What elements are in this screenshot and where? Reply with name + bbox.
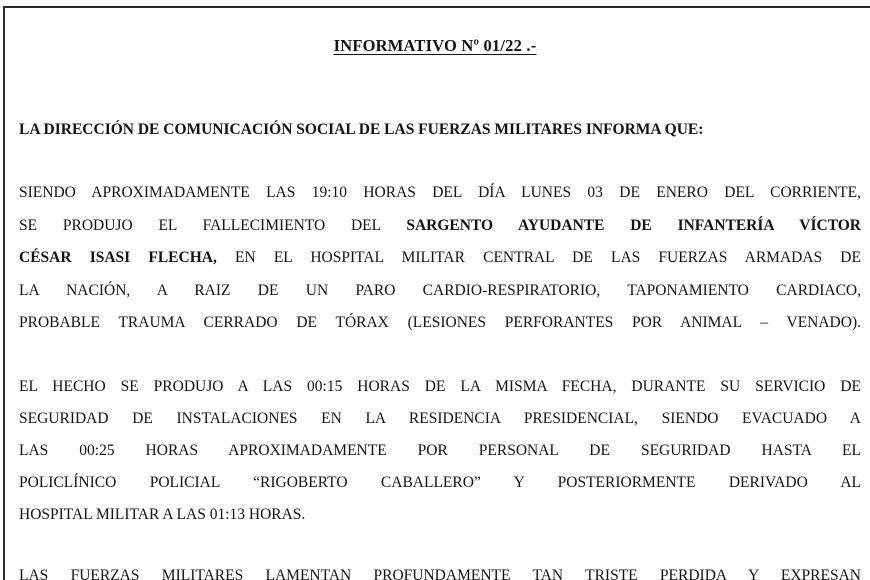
paragraph-1-line-3 xyxy=(19,249,861,267)
document-title-text: INFORMATIVO Nº 01/22 .- xyxy=(333,36,537,55)
document-heading xyxy=(19,121,703,139)
paragraph-1-line-3-text: EN EL HOSPITAL MILITAR CENTRAL DE LAS FUERZAS ARMADAS DE xyxy=(216,249,861,266)
soldier-name-cont: CÉSAR ISASI FLECHA, xyxy=(19,249,217,266)
paragraph-1-line-4: LA NACIÓN, A RAIZ DE UN PARO CARDIO-RESPIRATORIO, TAPONAMIENTO CARDIACO, xyxy=(19,282,861,299)
paragraph-1-line-2-text: SE PRODUJO EL FALLECIMIENTO DEL xyxy=(19,217,407,234)
paragraph-1-line-1: SIENDO APROXIMADAMENTE LAS 19:10 HORAS DEL DÍA LUNES 03 DE ENERO DEL CORRIENTE, xyxy=(19,184,861,201)
paragraph-2-line-5: HOSPITAL MILITAR A LAS 01:13 HORAS. xyxy=(19,506,306,523)
page-border-top xyxy=(3,6,870,8)
paragraph-2-line-3: LAS 00:25 HORAS APROXIMADAMENTE POR PERSONAL DE SEGURIDAD HASTA EL xyxy=(19,442,861,459)
paragraph-3-line-1: LAS FUERZAS MILITARES LAMENTAN PROFUNDAMENTE TAN TRISTE PERDIDA Y EXPRESAN xyxy=(19,567,861,580)
paragraph-2-line-4: POLICLÍNICO POLICIAL “RIGOBERTO CABALLERO” Y POSTERIORMENTE DERIVADO AL xyxy=(19,474,861,491)
soldier-rank-name: SARGENTO AYUDANTE DE INFANTERÍA VÍCTOR xyxy=(406,217,862,234)
page-border-left xyxy=(3,6,5,580)
paragraph-1-line-2 xyxy=(19,217,861,235)
document-title xyxy=(0,36,870,56)
document-heading-text: LA DIRECCIÓN DE COMUNICACIÓN SOCIAL DE LAS FUERZAS MILITARES INFORMA QUE: xyxy=(19,121,704,138)
paragraph-2-line-2: SEGURIDAD DE INSTALACIONES EN LA RESIDENCIA PRESIDENCIAL, SIENDO EVACUADO A xyxy=(19,410,861,427)
paragraph-1-line-5: PROBABLE TRAUMA CERRADO DE TÓRAX (LESIONES PERFORANTES POR ANIMAL – VENADO). xyxy=(19,314,861,331)
paragraph-2-line-1: EL HECHO SE PRODUJO A LAS 00:15 HORAS DE LA MISMA FECHA, DURANTE SU SERVICIO DE xyxy=(19,378,861,395)
